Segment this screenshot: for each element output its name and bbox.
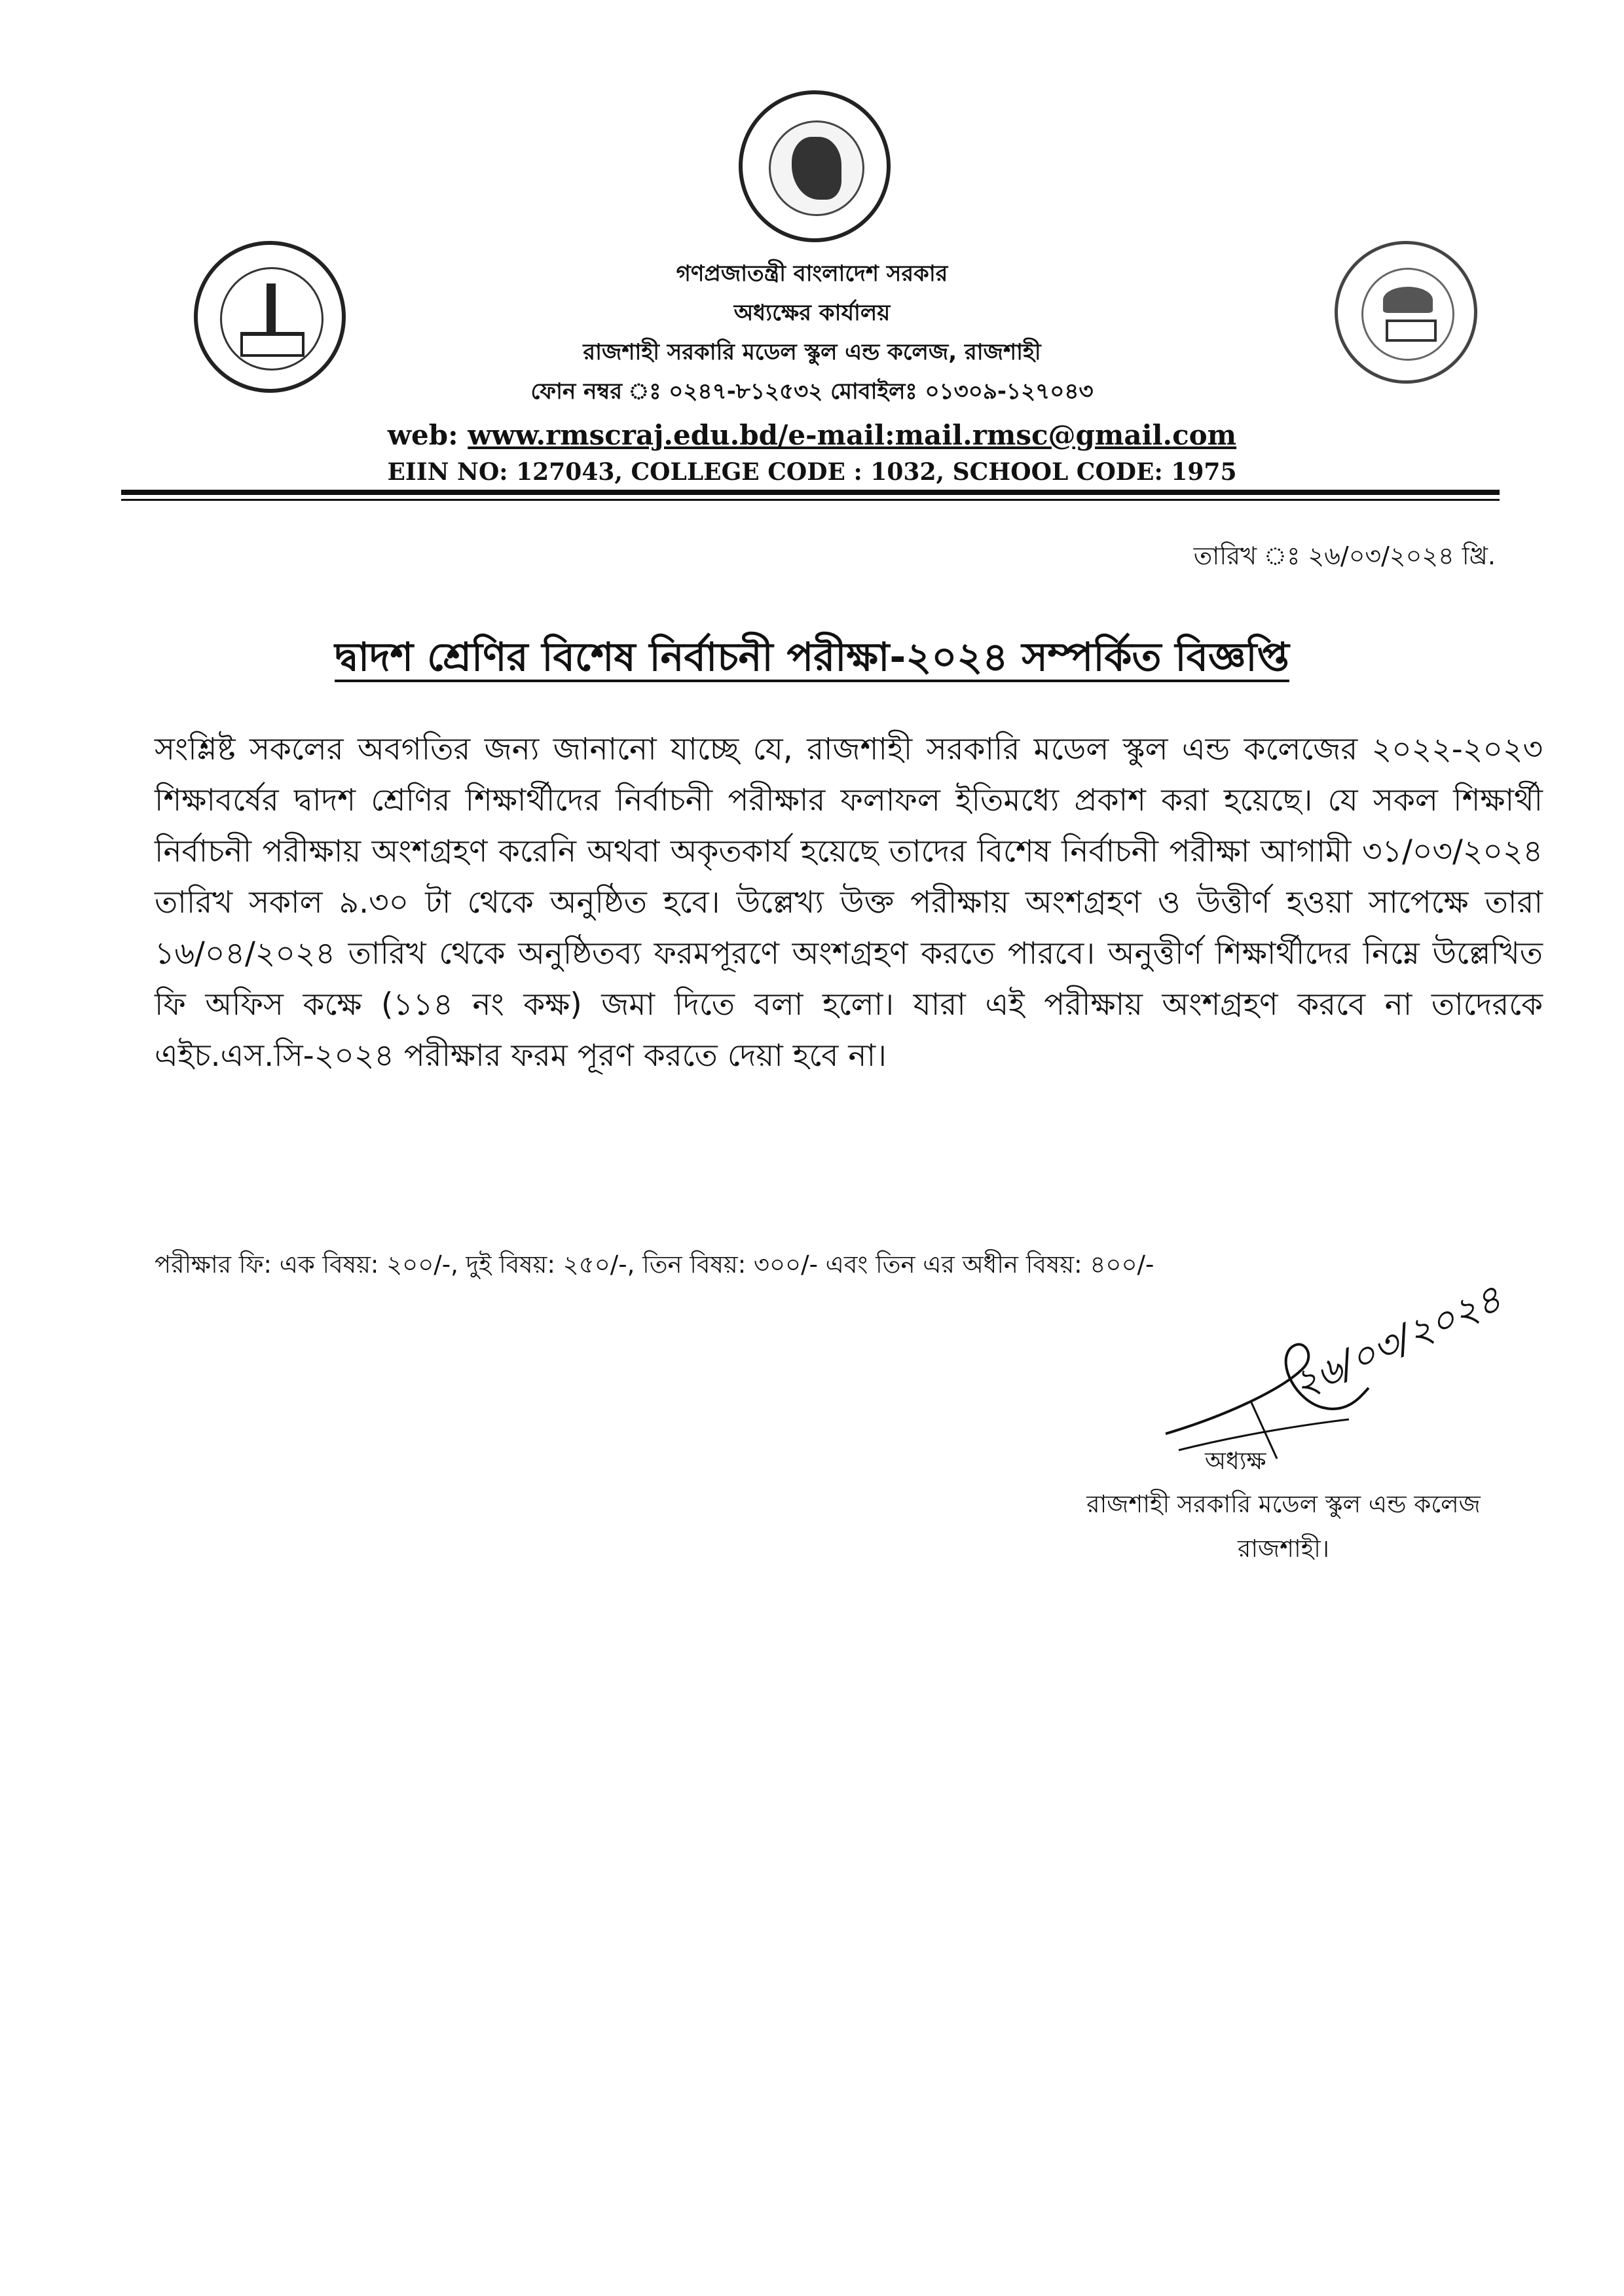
header-codes: EIIN NO: 127043, COLLEGE CODE : 1032, SCHOOL CODE: 1975 [387,458,1237,486]
notice-body: সংশ্লিষ্ট সকলের অবগতির জন্য জানানো যাচ্ছে যে, রাজশাহী সরকারি মডেল স্কুল এন্ড কলেজের ২০২২-২০২৩ শিক্ষাবর্ষের দ্বাদশ শ্রেণির শিক্ষার্থীদের নির্বাচনী পরীক্ষার ফলাফল ইতিমধ্যে প্রকাশ করা হয়েছে। যে সকল শিক্ষার্থী নির্বাচনী পরীক্ষায় অংশগ্রহণ করেনি অথবা অকৃতকার্য হয়েছে তাদের বিশেষ নির্বাচনী পরীক্ষা আগামী ৩১/০৩/২০২৪ তারিখ সকাল ৯.৩০ টা থেকে অনুষ্ঠিত হবে। উল্লেখ্য উক্ত পরীক্ষায় অংশগ্রহণ ও উত্তীর্ণ হওয়া সাপেক্ষে তারা ১৬/০৪/২০২৪ তারিখ থেকে অনুষ্ঠিতব্য ফরমপূরণে অংশগ্রহণ করতে পারবে। অনুত্তীর্ণ শিক্ষার্থীদের নিম্নে উল্লেখিত ফি অফিস কক্ষে (১১৪ নং কক্ষ) জমা দিতে বলা হলো। যারা এই পরীক্ষায় অংশগ্রহণ করবে না তাদেরকে এইচ.এস.সি-২০২৪ পরীক্ষার ফরম পূরণ করতে দেয়া হবে না। [155,731,1543,1074]
signatory-title: অধ্যক্ষ [1205,1447,1266,1475]
exam-fees: পরীক্ষার ফি: এক বিষয়: ২০০/-, দুই বিষয়: ২৫০/-, তিন বিষয়: ৩০০/- এবং তিন এর অধীন বিষয়: ৪০০/- [155,1250,1154,1279]
notice-title [0,627,1624,693]
header-web-line [0,419,1624,451]
signatory-institution: রাজশাহী সরকারি মডেল স্কুল এন্ড কলেজ [1086,1490,1481,1518]
bangladesh-map-icon [769,120,864,216]
header-divider-thick [121,490,1500,495]
header-office: অধ্যক্ষের কার্যালয় [733,300,891,326]
signatory-city: রাজশাহী। [1237,1535,1330,1563]
header-govt: গণপ্রজাতন্ত্রী বাংলাদেশ সরকার [676,261,948,287]
signature-handwritten-date: ২৬/০৩/২০২৪ [1286,1275,1508,1408]
header-divider-thin [121,499,1500,501]
header-institution: রাজশাহী সরকারি মডেল স্কুল এন্ড কলেজ, রাজশাহী [583,339,1041,365]
web-label: web: [387,419,468,451]
notice-date: তারিখ ঃ ২৬/০৩/২০২৪ খ্রি. [1193,541,1496,570]
web-email-link[interactable]: www.rmscraj.edu.bd/e-mail:mail.rmsc@gmail.com [468,419,1237,451]
government-seal-logo [739,90,891,242]
notice-title-text: দ্বাদশ শ্রেণির বিশেষ নির্বাচনী পরীক্ষা-২০২৪ সম্পর্কিত বিজ্ঞপ্তি [335,634,1289,680]
header-phone: ফোন নম্বর ঃ ০২৪৭-৮১২৫৩২ মোবাইলঃ ০১৩০৯-১২৭০৪৩ [530,378,1094,405]
